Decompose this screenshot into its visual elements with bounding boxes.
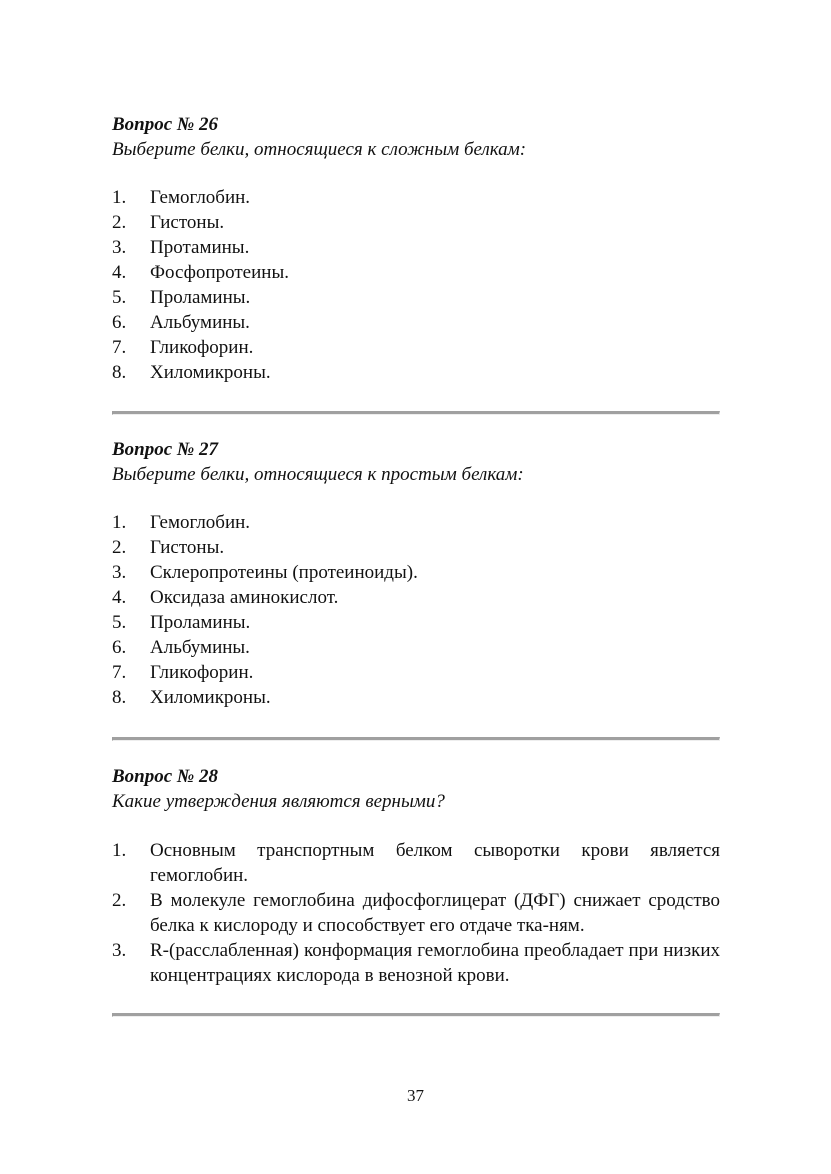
option-number: 3. xyxy=(112,940,127,961)
option-number: 4. xyxy=(112,262,127,283)
option-text: Гистоны. xyxy=(150,537,225,558)
answer-option xyxy=(112,310,720,335)
option-text: Гемоглобин. xyxy=(150,512,251,533)
page-number: 37 xyxy=(407,1086,424,1105)
option-text: Хиломикроны. xyxy=(150,362,271,383)
question-prompt: Выберите белки, относящиеся к простым белкам: xyxy=(112,464,524,485)
option-text: Оксидаза аминокислот. xyxy=(150,587,339,608)
answer-option xyxy=(112,685,720,710)
option-number: 5. xyxy=(112,287,127,308)
answer-options xyxy=(112,185,720,385)
section-divider xyxy=(112,737,720,741)
question-prompt: Какие утверждения являются верными? xyxy=(112,791,445,812)
answer-option xyxy=(112,510,720,535)
option-number: 1. xyxy=(112,187,127,208)
option-number: 8. xyxy=(112,362,127,383)
option-text: Хиломикроны. xyxy=(150,687,271,708)
option-text: Фосфопротеины. xyxy=(150,262,289,283)
section-divider xyxy=(112,1013,720,1017)
page-content xyxy=(112,112,720,1017)
answer-option xyxy=(112,535,720,560)
answer-option xyxy=(112,560,720,585)
question-26 xyxy=(112,112,720,385)
answer-option xyxy=(112,635,720,660)
answer-option xyxy=(112,260,720,285)
option-number: 2. xyxy=(112,890,127,911)
question-28 xyxy=(112,764,720,988)
option-text: Склеропротеины (протеиноиды). xyxy=(150,562,418,583)
option-number: 6. xyxy=(112,312,127,333)
option-text: В молекуле гемоглобина дифосфоглицерат (ДФГ) снижает сродство белка к кислороду и способствует его отдаче тка-ням. xyxy=(150,890,720,936)
option-text: Гистоны. xyxy=(150,212,225,233)
answer-option xyxy=(112,210,720,235)
answer-option xyxy=(112,185,720,210)
option-number: 3. xyxy=(112,237,127,258)
option-number: 2. xyxy=(112,212,127,233)
option-number: 3. xyxy=(112,562,127,583)
question-title: Вопрос № 27 xyxy=(112,439,219,460)
answer-option xyxy=(112,360,720,385)
question-prompt: Выберите белки, относящиеся к сложным белкам: xyxy=(112,139,527,160)
option-number: 1. xyxy=(112,840,127,861)
answer-options xyxy=(112,838,720,988)
option-number: 5. xyxy=(112,612,127,633)
option-text: Проламины. xyxy=(150,287,251,308)
answer-options xyxy=(112,510,720,710)
option-number: 1. xyxy=(112,512,127,533)
section-divider xyxy=(112,411,720,415)
answer-option xyxy=(112,888,720,938)
option-text: Гемоглобин. xyxy=(150,187,251,208)
option-number: 2. xyxy=(112,537,127,558)
question-27 xyxy=(112,437,720,710)
answer-option xyxy=(112,838,720,888)
option-text: R-(расслабленная) конформация гемоглобина преобладает при низких концентрациях кислорода в венозной крови. xyxy=(150,940,720,986)
answer-option xyxy=(112,938,720,988)
question-title: Вопрос № 26 xyxy=(112,114,219,135)
answer-option xyxy=(112,585,720,610)
answer-option xyxy=(112,335,720,360)
question-title: Вопрос № 28 xyxy=(112,766,219,787)
option-text: Гликофорин. xyxy=(150,662,254,683)
answer-option xyxy=(112,610,720,635)
option-text: Альбумины. xyxy=(150,312,250,333)
answer-option xyxy=(112,235,720,260)
answer-option xyxy=(112,285,720,310)
option-number: 7. xyxy=(112,337,127,358)
option-text: Гликофорин. xyxy=(150,337,254,358)
answer-option xyxy=(112,660,720,685)
option-text: Альбумины. xyxy=(150,637,250,658)
option-number: 4. xyxy=(112,587,127,608)
option-text: Проламины. xyxy=(150,612,251,633)
option-number: 7. xyxy=(112,662,127,683)
option-number: 6. xyxy=(112,637,127,658)
option-text: Протамины. xyxy=(150,237,250,258)
option-text: Основным транспортным белком сыворотки крови является гемоглобин. xyxy=(150,840,720,886)
option-number: 8. xyxy=(112,687,127,708)
